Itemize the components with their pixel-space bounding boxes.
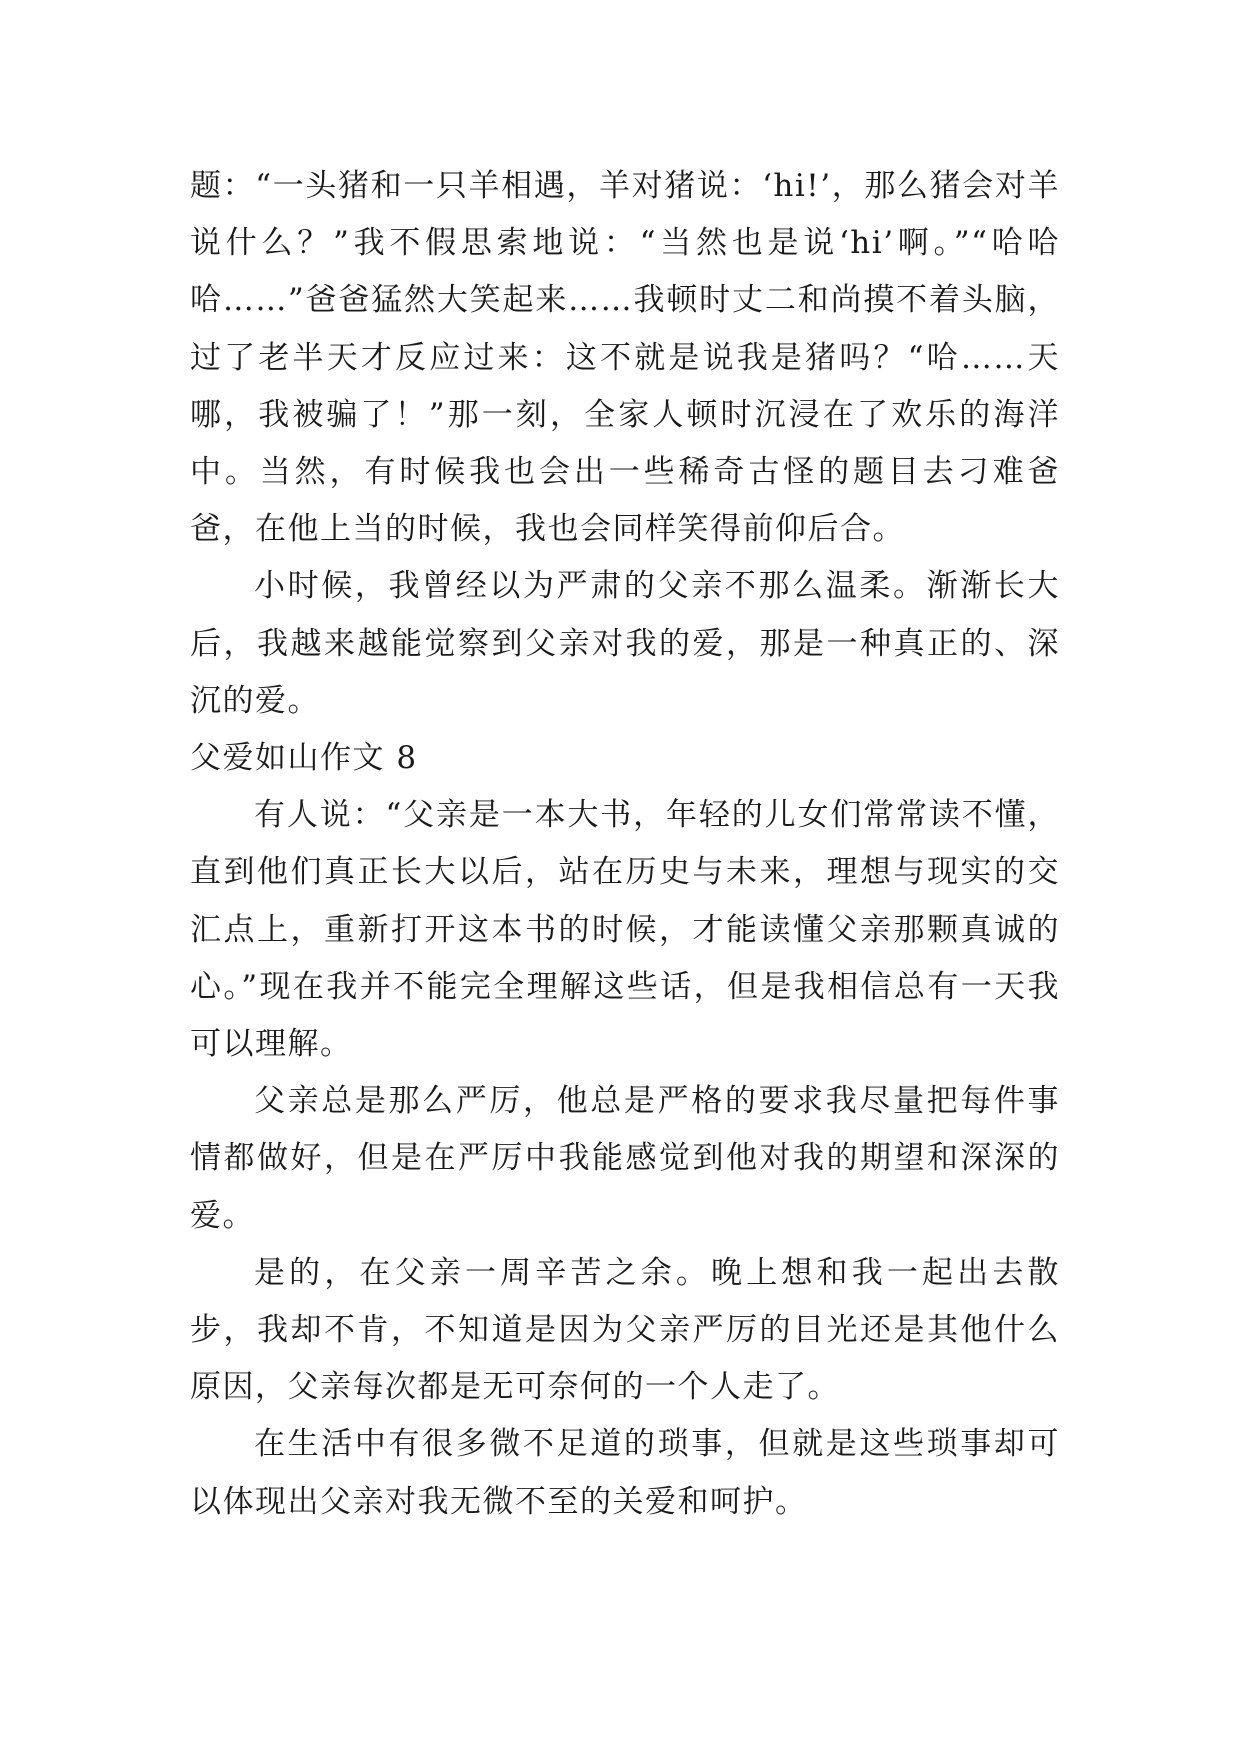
document-body bbox=[190, 158, 1060, 1531]
body-paragraph: 在生活中有很多微不足道的琐事，但就是这些琐事却可以体现出父亲对我无微不至的关爱和呵护。 bbox=[190, 1426, 1060, 1520]
body-paragraph: 父亲总是那么严厉，他总是严格的要求我尽量把每件事情都做好，但是在严厉中我能感觉到他对我的期望和深深的爱。 bbox=[190, 1083, 1060, 1234]
body-paragraph: 小时候，我曾经以为严肃的父亲不那么温柔。渐渐长大后，我越来越能觉察到父亲对我的爱，那是一种真正的、深沉的爱。 bbox=[190, 568, 1060, 719]
body-paragraph: 有人说：“父亲是一本大书，年轻的儿女们常常读不懂，直到他们真正长大以后，站在历史与未来，理想与现实的交汇点上，重新打开这本书的时候，才能读懂父亲那颗真诚的心。”现在我并不能完全理解这些话，但是我相信总有一天我可以理解。 bbox=[190, 797, 1060, 1063]
section-title: 父爱如山作文 8 bbox=[190, 740, 418, 777]
body-paragraph: 是的，在父亲一周辛苦之余。晚上想和我一起出去散步，我却不肯，不知道是因为父亲严厉的目光还是其他什么原因，父亲每次都是无可奈何的一个人走了。 bbox=[190, 1254, 1060, 1406]
continuation-paragraph: 题：“一头猪和一只羊相遇，羊对猪说：‘hi!’，那么猪会对羊说什么？”我不假思索地说：“当然也是说‘hi’啊。”“哈哈哈……”爸爸猛然大笑起来……我顿时丈二和尚摸不着头脑，过了老半天才反应过来：这不就是说我是猪吗？“哈……天哪，我被骗了！”那一刻，全家人顿时沉浸在了欢乐的海洋中。当然，有时候我也会出一些稀奇古怪的题目去刁难爸爸，在他上当的时候，我也会同样笑得前仰后合。 bbox=[190, 168, 1060, 548]
